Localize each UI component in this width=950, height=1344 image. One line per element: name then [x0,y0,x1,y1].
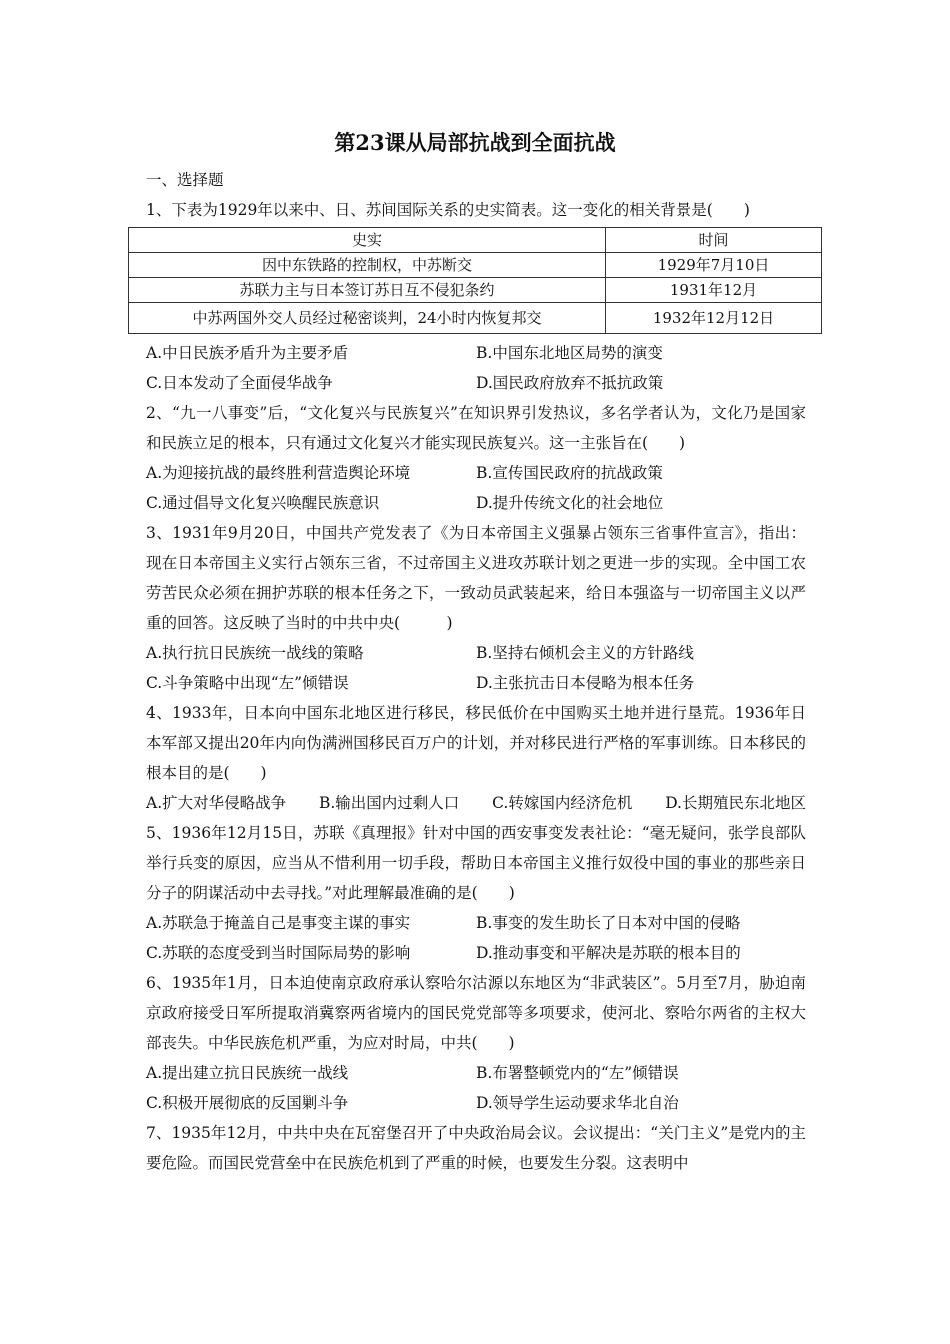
option-b: B.中国东北地区局势的演变 [476,344,663,362]
table-header-cell: 时间 [606,228,822,253]
option-d: D.主张抗击日本侵略为根本任务 [476,674,695,692]
question-2 [146,398,806,518]
question-2-text: 2、“九一八事变”后，“文化复兴与民族复兴”在知识界引发热议，多名学者认为，文化乃是国家和民族立足的根本，只有通过文化复兴才能实现民族复兴。这一主张旨在( ) [146,404,806,452]
option-b: B.坚持右倾机会主义的方针路线 [476,644,694,662]
question-2-options [146,458,806,518]
question-5-text: 5、1936年12月15日，苏联《真理报》针对中国的西安事变发表社论：“毫无疑问，张学良部队举行兵变的原因，应当从不惜利用一切手段，帮助日本帝国主义推行奴役中国的事业的那些亲日分子的阴谋活动中去寻找。”对此理解最准确的是( ) [146,824,806,902]
page-title: 第23课从局部抗战到全面抗战 [334,130,616,155]
question-3 [146,518,806,698]
option-c: C.通过倡导文化复兴唤醒民族意识 [146,494,380,512]
option-a: A.为迎接抗战的最终胜利营造舆论环境 [146,464,411,482]
option-c: C.积极开展彻底的反国剿斗争 [146,1094,349,1112]
question-4 [146,698,806,818]
question-6-text: 6、1935年1月，日本迫使南京政府承认察哈尔沽源以东地区为“非武装区”。5月至7月，胁迫南京政府接受日军所提取消冀察两省境内的国民党党部等多项要求，使河北、察哈尔两省的主权大部丧失。中华民族危机严重，为应对时局，中共( ) [146,974,806,1052]
facts-table [128,227,822,334]
table-cell: 1931年12月 [606,278,822,303]
document-body [146,165,806,1178]
option-d: D.国民政府放弃不抵抗政策 [476,374,664,392]
question-4-text: 4、1933年，日本向中国东北地区进行移民，移民低价在中国购买土地并进行垦荒。1936年日本军部又提出20年内向伪满洲国移民百万户的计划，并对移民进行严格的军事训练。日本移民的根本目的是( ) [146,704,806,782]
question-4-options [146,788,806,818]
table-header-row [129,228,822,253]
option-b: B.宣传国民政府的抗战政策 [476,464,663,482]
option-c: C.斗争策略中出现“左”倾错误 [146,674,349,692]
question-1-options [146,338,806,398]
option-b: B.事变的发生助长了日本对中国的侵略 [476,914,741,932]
table-cell: 中苏两国外交人员经过秘密谈判，24小时内恢复邦交 [129,303,606,334]
question-7-text: 7、1935年12月，中共中央在瓦窑堡召开了中央政治局会议。会议提出：“关门主义”是党内的主要危险。而国民党营垒中在民族危机到了严重的时候，也要发生分裂。这表明中 [146,1124,806,1172]
section-heading: 一、选择题 [146,171,224,189]
table-row [129,253,822,278]
question-1-text: 1、下表为1929年以来中、日、苏间国际关系的史实简表。这一变化的相关背景是( ) [146,201,750,219]
option-a: A.执行抗日民族统一战线的策略 [146,644,364,662]
question-5 [146,818,806,968]
table-header-cell: 史实 [129,228,606,253]
table-cell: 因中东铁路的控制权，中苏断交 [129,253,606,278]
table-row [129,278,822,303]
option-d: D.长期殖民东北地区 [665,794,806,812]
option-c: C.日本发动了全面侵华战争 [146,374,333,392]
option-a: A.提出建立抗日民族统一战线 [146,1064,349,1082]
question-7 [146,1118,806,1178]
table-cell: 苏联力主与日本签订苏日互不侵犯条约 [129,278,606,303]
option-d: D.提升传统文化的社会地位 [476,494,664,512]
question-3-options [146,638,806,698]
option-b: B.输出国内过剩人口 [318,794,460,812]
table-cell: 1929年7月10日 [606,253,822,278]
question-6-options [146,1058,806,1118]
table-row [129,303,822,334]
option-a: A.苏联急于掩盖自己是事变主谋的事实 [146,914,411,932]
option-d: D.领导学生运动要求华北自治 [476,1094,679,1112]
option-b: B.布署整顿党内的“左”倾错误 [476,1064,679,1082]
option-d: D.推动事变和平解决是苏联的根本目的 [476,944,741,962]
question-6 [146,968,806,1118]
question-1 [146,195,806,398]
table-cell: 1932年12月12日 [606,303,822,334]
option-c: C.苏联的态度受到当时国际局势的影响 [146,944,411,962]
question-3-text: 3、1931年9月20日，中国共产党发表了《为日本帝国主义强暴占领东三省事件宣言》，指出：现在日本帝国主义实行占领东三省，不过帝国主义进攻苏联计划之更进一步的实现。全中国工农劳苦民众必须在拥护苏联的根本任务之下，一致动员武装起来，给日本强盗与一切帝国主义以严重的回答。这反映了当时的中共中央( ) [146,524,806,632]
option-a: A.中日民族矛盾升为主要矛盾 [146,344,349,362]
question-5-options [146,908,806,968]
option-c: C.转嫁国内经济危机 [492,794,633,812]
option-a: A.扩大对华侵略战争 [146,794,287,812]
